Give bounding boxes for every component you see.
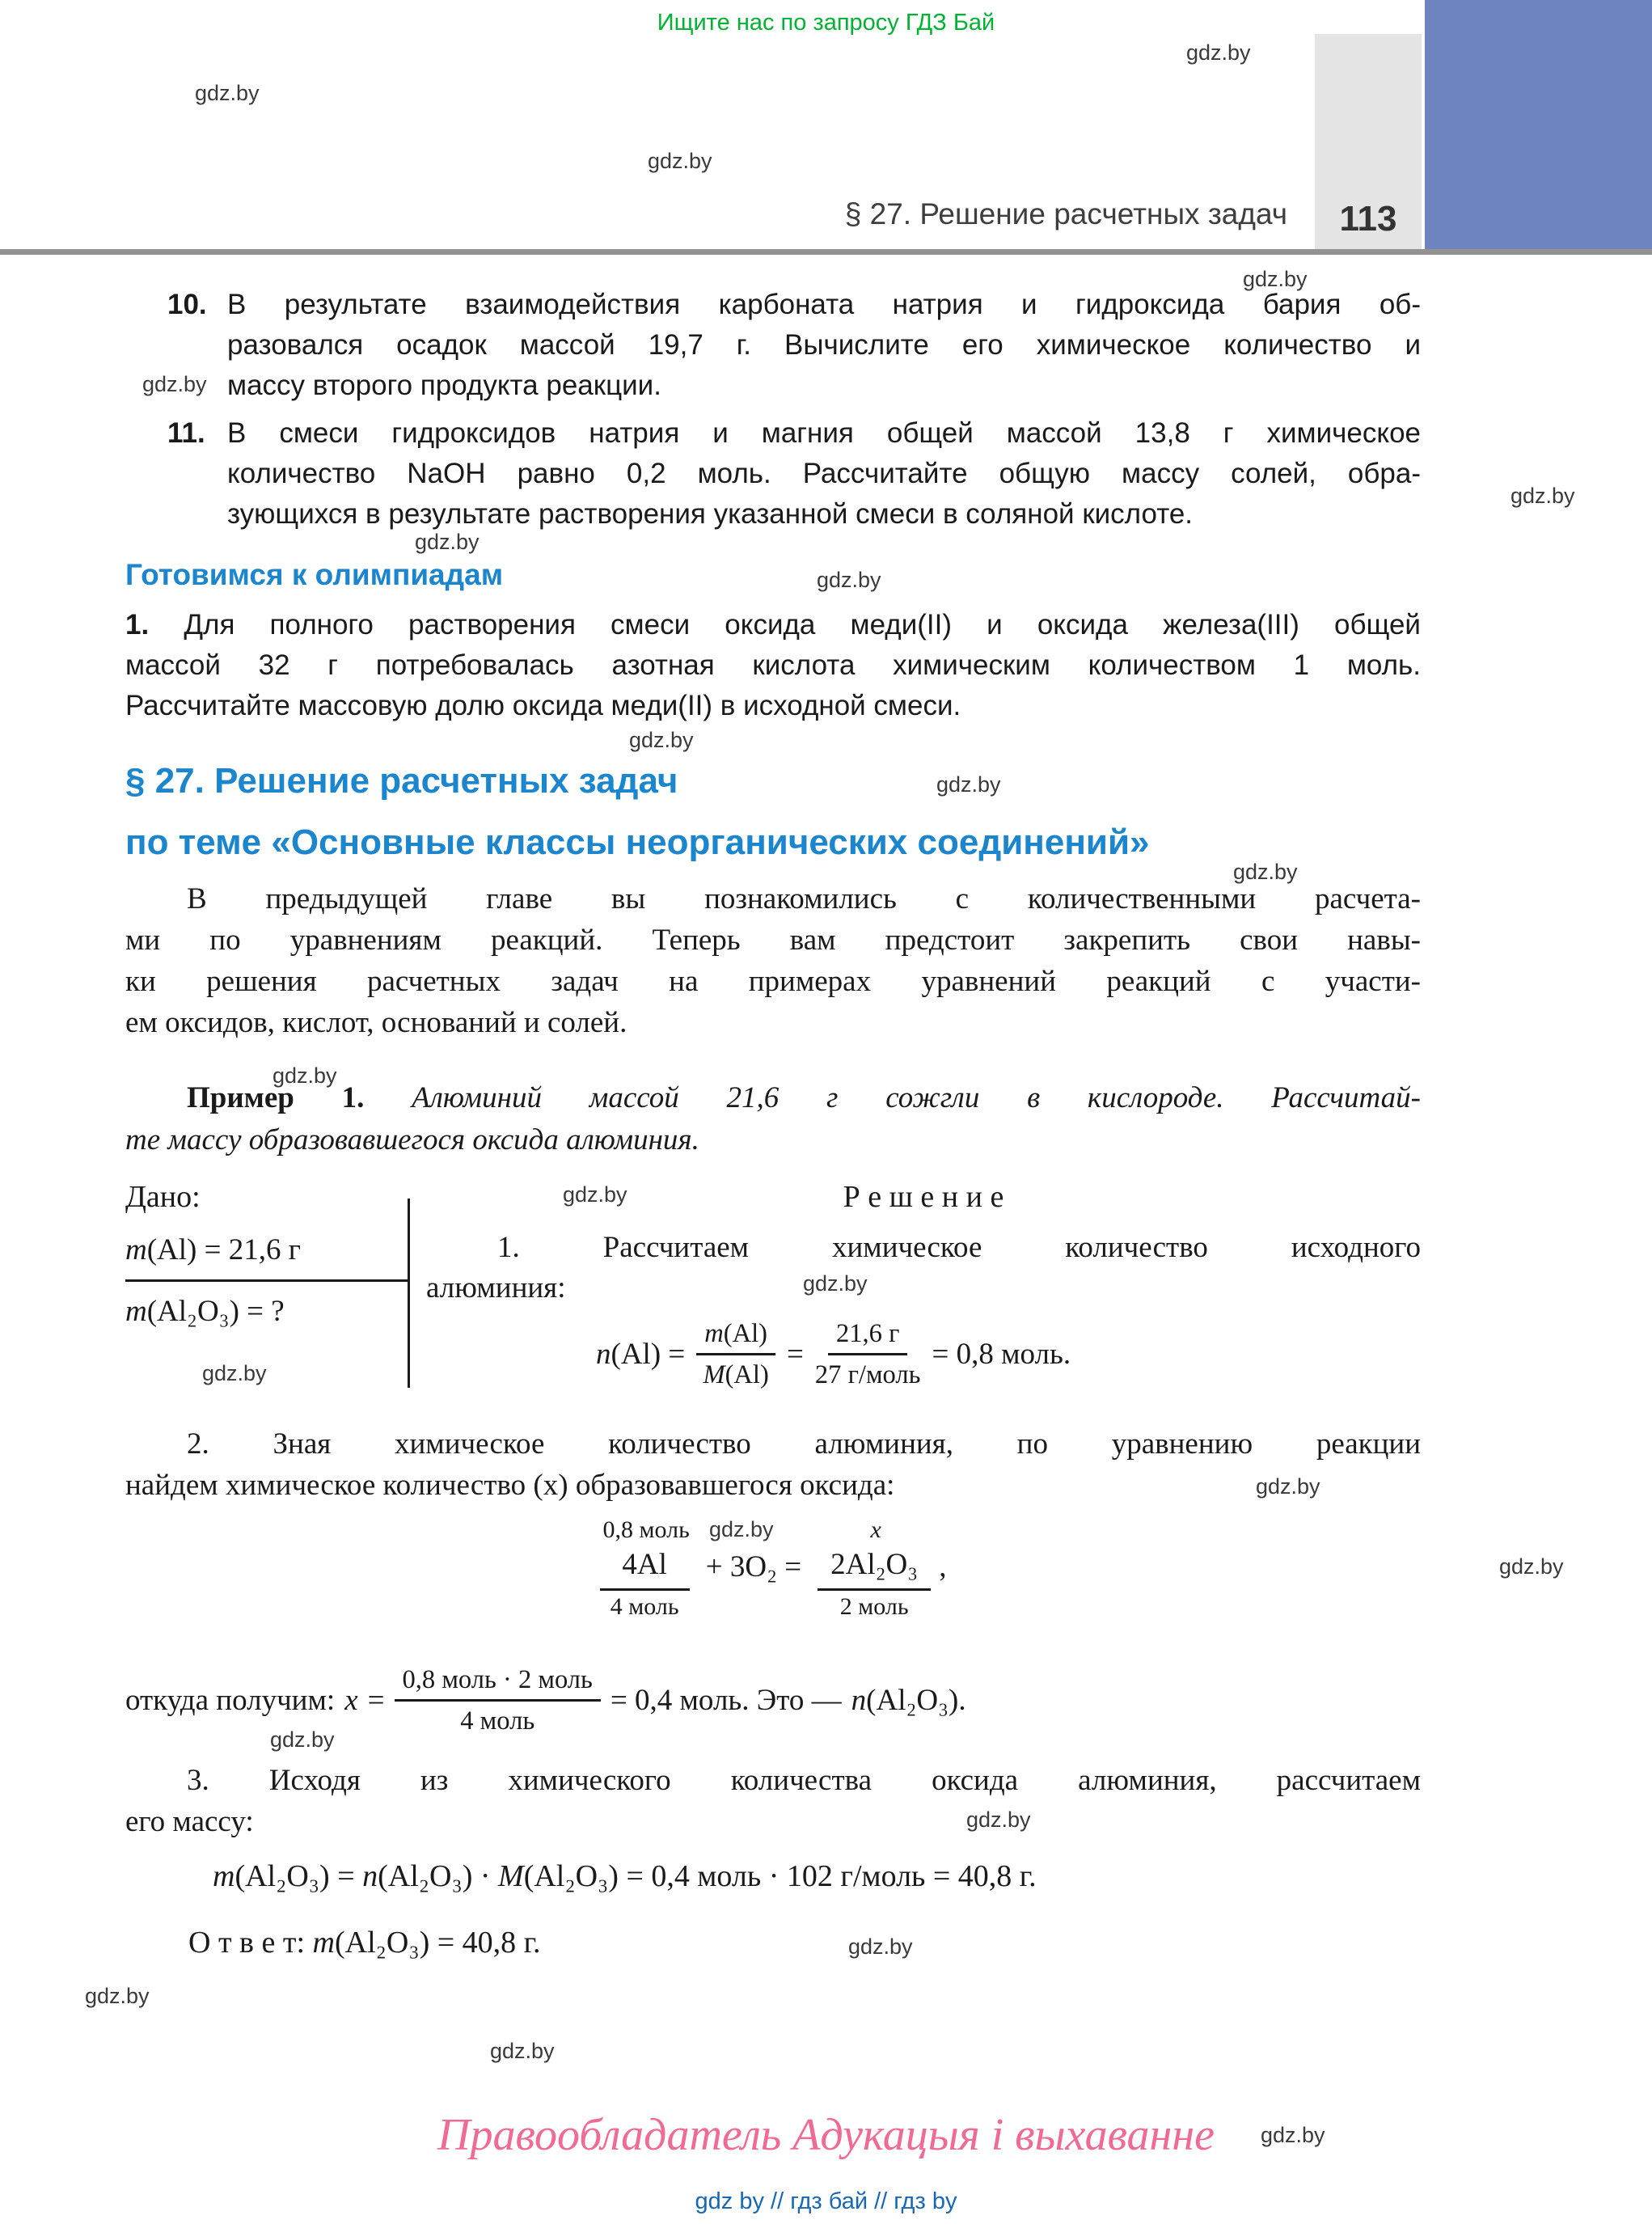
watermark-text: gdz.by xyxy=(1256,1474,1320,1499)
exercise-item-10 xyxy=(125,285,1421,406)
formula-text: (Al₂O₃). xyxy=(866,1684,966,1718)
section-title xyxy=(125,750,1581,873)
exercise-number: 11. xyxy=(167,417,205,449)
given-value: (Al) = 21,6 г xyxy=(146,1233,301,1266)
watermark-text: gdz.by xyxy=(490,2039,555,2063)
variable: n xyxy=(596,1338,611,1372)
corner-decoration xyxy=(1425,0,1652,251)
variable: m xyxy=(213,1859,235,1893)
watermark-text: gdz.by xyxy=(1243,267,1308,291)
watermark-text: gdz.by xyxy=(1261,2123,1325,2147)
derivation-result: = 0,4 моль. Это — xyxy=(610,1684,842,1718)
equation-term-al2o3 xyxy=(818,1514,931,1623)
watermark-text: gdz.by xyxy=(629,728,694,752)
watermark-text: gdz.by xyxy=(803,1271,868,1296)
step2-line: 2. Зная химическое количество алюминия, по уравнению реакции xyxy=(187,1427,1421,1461)
variable: x xyxy=(344,1684,358,1718)
formula-text: (Al₂O₃) = xyxy=(234,1859,363,1893)
olympiad-text-line xyxy=(125,605,1421,645)
equals-sign: = xyxy=(367,1684,385,1718)
watermark-text: gdz.by xyxy=(1510,484,1575,508)
exercise-text-line: зующихся в результате растворения указанной смеси в соляной кислоте. xyxy=(227,498,1194,530)
equation-middle: + 3O₂ = xyxy=(705,1550,802,1583)
variable: M xyxy=(498,1859,524,1893)
example-label: Пример 1. xyxy=(187,1081,365,1114)
unknown-annotation: x xyxy=(870,1516,881,1543)
page-number-box xyxy=(1315,34,1422,251)
watermark-text: gdz.by xyxy=(848,1934,913,1959)
formula-text: (Al) = xyxy=(611,1338,686,1372)
variable: n xyxy=(362,1859,378,1893)
chemical-equation xyxy=(125,1514,1421,1623)
running-header-title: § 27. Решение расчетных задач xyxy=(844,197,1287,230)
watermark-text: gdz.by xyxy=(415,530,480,554)
olympiad-problem-1 xyxy=(125,605,1421,726)
watermark-text: gdz.by xyxy=(648,149,712,173)
variable: n xyxy=(851,1684,867,1718)
olympiad-text: Для полного растворения смеси оксида меди(II) и оксида железа(III) общей xyxy=(184,609,1421,641)
equals-sign: = xyxy=(787,1338,804,1372)
watermark-text: gdz.by xyxy=(142,372,207,396)
section-title-line2: по теме «Основные классы неорганических соединений» xyxy=(125,822,1150,862)
given-line xyxy=(125,1294,285,1329)
example-1 xyxy=(125,1077,1421,1161)
intro-line: ми по уравнениям реакций. Теперь вам предстоит закрепить свои навы- xyxy=(125,924,1421,957)
mole-annotation: 2 моль xyxy=(839,1593,909,1620)
exercise-text-line: В результате взаимодействия карбоната натрия и гидроксида бария об- xyxy=(227,289,1421,320)
exercise-text-line: количество NaOH равно 0,2 моль. Рассчитайте общую массу солей, обра- xyxy=(227,458,1421,489)
intro-line: ки решения расчетных задач на примерах уравнений реакций с участи- xyxy=(125,965,1421,998)
fraction-denominator: 27 г/моль xyxy=(814,1360,921,1390)
fraction-numerator: 21,6 г xyxy=(828,1317,907,1355)
example-line: те массу образовавшегося оксида алюминия. xyxy=(125,1123,699,1156)
fraction-denominator: 4 моль xyxy=(460,1706,535,1736)
problem-number: 1. xyxy=(125,609,150,641)
derivation-prefix: откуда получим: xyxy=(125,1684,336,1718)
given-vertical-rule xyxy=(408,1199,410,1388)
formula-text: (Al₂O₃) · xyxy=(378,1859,499,1893)
section-title-line1: § 27. Решение расчетных задач xyxy=(125,761,678,801)
answer-line xyxy=(125,1925,1421,1960)
variable: m xyxy=(312,1926,335,1960)
given-heading: Дано: xyxy=(125,1180,201,1214)
mass-formula xyxy=(125,1858,1500,1894)
amount-annotation: 0,8 моль xyxy=(602,1516,690,1543)
formula-lhs xyxy=(596,1337,685,1372)
example-line xyxy=(125,1077,1421,1119)
formula-text: (Al) xyxy=(725,1360,769,1390)
fraction-numerator: 0,8 моль · 2 моль xyxy=(395,1663,601,1702)
olympiad-text-line: массой 32 г потребовалась азотная кислота химическим количеством 1 моль. xyxy=(125,649,1421,681)
exercise-text-line: массу второго продукта реакции. xyxy=(227,370,661,401)
step3-line: его массу: xyxy=(125,1805,254,1838)
answer-value: (Al₂O₃) = 40,8 г. xyxy=(334,1926,541,1960)
watermark-text: gdz.by xyxy=(817,568,881,592)
fraction xyxy=(696,1317,775,1393)
solution-step3 xyxy=(125,1760,1421,1842)
copyright-notice: Правообладатель Адукацыя і выхаванне xyxy=(437,2110,1215,2160)
exercise-number: 10. xyxy=(167,289,207,320)
watermark-text: gdz.by xyxy=(1233,860,1298,884)
given-solution-block xyxy=(125,1179,1421,1422)
formula-n-al xyxy=(596,1317,1421,1393)
exercise-text-line: разовался осадок массой 19,7 г. Вычислите его химическое количество и xyxy=(227,329,1421,361)
watermark-text: gdz.by xyxy=(202,1361,267,1385)
fraction xyxy=(815,1317,921,1393)
exercise-text-line: В смеси гидроксидов натрия и магния общей массой 13,8 г химическое xyxy=(227,417,1421,449)
fraction-numerator xyxy=(696,1317,775,1355)
derivation-line xyxy=(125,1663,1500,1739)
example-text: Алюминий массой 21,6 г сожгли в кислороде. Рассчитай- xyxy=(364,1081,1421,1114)
olympiad-text-line: Рассчитайте массовую долю оксида меди(II) в исходной смеси. xyxy=(125,690,961,721)
watermark-text: gdz.by xyxy=(709,1517,774,1541)
solution-block xyxy=(426,1179,1421,1393)
fraction xyxy=(395,1663,601,1739)
watermark-text: gdz.by xyxy=(1499,1554,1564,1579)
variable: m xyxy=(125,1233,147,1266)
solution-step1-line: 1. Рассчитаем химическое количество исходного xyxy=(497,1231,1421,1264)
equation-comma: , xyxy=(939,1550,947,1583)
watermark-text: gdz.by xyxy=(1186,40,1251,65)
exercise-item-11 xyxy=(125,413,1421,535)
mole-annotation: 4 моль xyxy=(610,1593,679,1620)
derivation-n xyxy=(851,1683,966,1718)
variable: M xyxy=(703,1360,725,1390)
given-question: (Al₂O₃) = ? xyxy=(146,1295,285,1328)
exercise-list xyxy=(125,285,1421,542)
fraction-denominator xyxy=(703,1355,768,1392)
watermark-text: gdz.by xyxy=(966,1808,1031,1832)
given-divider xyxy=(125,1279,408,1282)
watermark-text: gdz.by xyxy=(273,1063,337,1088)
answer-label: О т в е т: xyxy=(188,1926,313,1960)
footer-links[interactable]: gdz by // гдз бай // гдз by xyxy=(695,2188,957,2214)
formula-text: (Al₂O₃) = 0,4 моль · 102 г/моль = 40,8 г. xyxy=(523,1859,1037,1893)
page-number: 113 xyxy=(1339,199,1397,239)
variable: m xyxy=(125,1295,147,1328)
equation-term: 4Al xyxy=(600,1546,690,1591)
watermark-text: gdz.by xyxy=(270,1727,335,1752)
site-promo-text: Ищите нас по запросу ГДЗ Бай xyxy=(657,10,995,36)
solution-step2 xyxy=(125,1423,1421,1506)
watermark-text: gdz.by xyxy=(85,1984,150,2008)
step2-line: найдем химическое количество (x) образовавшегося оксида: xyxy=(125,1469,895,1502)
olympiad-heading: Готовимся к олимпиадам xyxy=(125,558,504,591)
header-rule xyxy=(0,249,1652,255)
solution-step1-line: алюминия: xyxy=(426,1271,566,1304)
formula-text: (Al) xyxy=(723,1319,768,1348)
intro-line: В предыдущей главе вы познакомились с количественными расчета- xyxy=(187,882,1421,915)
given-line xyxy=(125,1233,301,1267)
equation-term-al xyxy=(600,1514,690,1623)
intro-paragraph xyxy=(125,878,1421,1043)
solution-heading: Р е ш е н и е xyxy=(843,1180,1004,1214)
watermark-text: gdz.by xyxy=(936,772,1001,797)
variable: m xyxy=(704,1319,724,1348)
intro-line: ем оксидов, кислот, оснований и солей. xyxy=(125,1006,627,1039)
formula-result: = 0,8 моль. xyxy=(932,1338,1071,1372)
equation-term: 2Al₂O₃ xyxy=(818,1546,931,1591)
step3-line: 3. Исходя из химического количества оксида алюминия, рассчитаем xyxy=(187,1764,1421,1797)
watermark-text: gdz.by xyxy=(195,81,260,105)
watermark-text: gdz.by xyxy=(563,1182,627,1207)
